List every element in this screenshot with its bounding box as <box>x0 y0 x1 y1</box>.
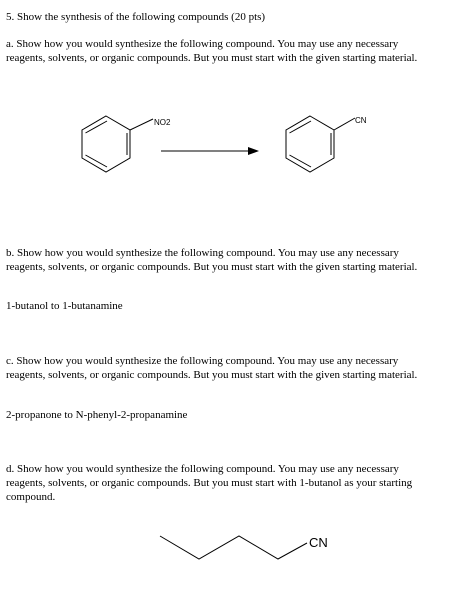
part-c-instructions <box>6 354 461 382</box>
part-a-line-2: reagents, solvents, or organic compounds. But you must start with the given starting material. <box>6 52 418 64</box>
nitrile-bond <box>334 118 355 130</box>
carbon-chain <box>160 536 307 559</box>
part-d-line-1: d. Show how you would synthesize the following compound. You may use any necessary <box>6 463 399 475</box>
reaction-arrow <box>161 147 259 155</box>
ring-double-bond <box>86 155 108 167</box>
ring-double-bond <box>86 121 108 133</box>
nitrile-group-label: CN <box>355 116 367 125</box>
part-d-instructions <box>6 462 461 504</box>
chain-nitrile-label: CN <box>309 535 328 550</box>
part-b-line-1: b. Show how you would synthesize the following compound. You may use any necessary <box>6 247 399 259</box>
benzene-ring-product <box>286 116 334 172</box>
part-d-line-3: compound. <box>6 491 56 503</box>
part-b-line-2: reagents, solvents, or organic compounds. But you must start with the given starting material. <box>6 261 418 273</box>
nitro-bond <box>130 119 153 130</box>
part-c-exercise: 2-propanone to N-phenyl-2-propanamine <box>6 409 188 421</box>
part-c-line-2: reagents, solvents, or organic compounds. But you must start with the given starting material. <box>6 369 418 381</box>
benzonitrile-structure <box>286 116 355 172</box>
part-a-line-1: a. Show how you would synthesize the following compound. You may use any necessary <box>6 38 399 50</box>
ring-double-bond <box>290 121 312 133</box>
question-heading: 5. Show the synthesis of the following compounds (20 pts) <box>6 11 266 23</box>
part-b-exercise: 1-butanol to 1-butanamine <box>6 300 123 312</box>
part-c-line-1: c. Show how you would synthesize the following compound. You may use any necessary <box>6 355 399 367</box>
benzene-ring-start <box>82 116 130 172</box>
nitro-group-label: NO2 <box>154 118 171 127</box>
nitrobenzene-structure <box>82 116 153 172</box>
ring-double-bond <box>290 155 312 167</box>
part-d-line-2: reagents, solvents, or organic compounds. But you must start with 1-butanol as your starting <box>6 477 413 489</box>
part-b-instructions <box>6 246 461 274</box>
